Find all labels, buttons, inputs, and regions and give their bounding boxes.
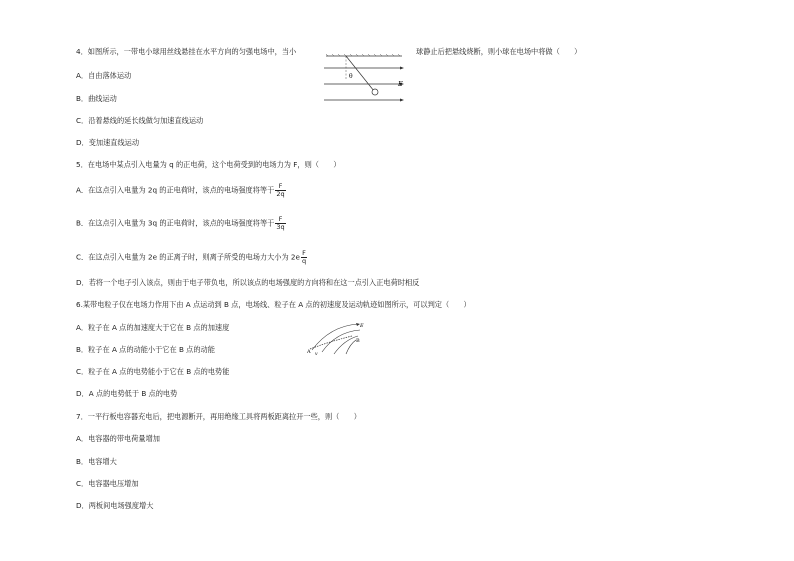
- q7-option-d: D．两板间电场强度增大: [76, 501, 154, 510]
- q5-a-numerator: F: [275, 183, 285, 191]
- q7-option-c: C．电容器电压增加: [76, 479, 139, 488]
- q5-c-numerator: F: [302, 249, 306, 257]
- q4-option-d: D．变加速直线运动: [76, 138, 140, 147]
- q5-a-denominator: 2q: [276, 190, 285, 198]
- q4-stem-part2: 球静止后把悬线烧断，则小球在电场中将做（ ）: [416, 47, 582, 56]
- q4-option-c: C．沿着悬线的延长线做匀加速直线运动: [76, 116, 204, 125]
- q5-option-a: [76, 183, 286, 198]
- q5-b-numerator: F: [275, 216, 285, 224]
- q4-field-label: E: [398, 80, 403, 88]
- q5-option-a-text: A．在这点引入电量为 2q 的正电荷时，该点的电场强度将等于: [76, 185, 275, 195]
- q6-label-e: E: [360, 323, 364, 329]
- q4-theta-label: θ: [349, 73, 353, 80]
- q5-option-c-text: C．在这点引入电量为 2e 的正离子时，则离子所受的电场力大小为 2e: [76, 252, 300, 262]
- q4-option-a: A．自由落体运动: [76, 71, 132, 80]
- q6-label-b: B: [356, 338, 360, 344]
- q5-option-c-fraction: [301, 250, 307, 265]
- q4-option-b: B．曲线运动: [76, 94, 117, 103]
- q6-label-a: A: [307, 349, 311, 355]
- q6-option-c: C．粒子在 A 点的电势能小于它在 B 点的电势能: [76, 367, 230, 376]
- q5-option-b: [76, 216, 286, 231]
- q7-stem: 7．一平行板电容器充电后，把电源断开，再用绝缘工具将两板距离拉开一些，则（ ）: [76, 412, 361, 421]
- q5-option-b-text: B．在这点引入电量为 3q 的正电荷时，该点的电场强度将等于: [76, 218, 275, 228]
- q5-stem: 5．在电场中某点引入电量为 q 的正电荷，这个电荷受到的电场力为 F，则（ ）: [76, 160, 341, 169]
- q6-option-a: A．粒子在 A 点的加速度大于它在 B 点的加速度: [76, 323, 230, 332]
- q6-label-v: v: [315, 352, 318, 356]
- q6-option-b: B．粒子在 A 点的动能小于它在 B 点的动能: [76, 345, 215, 354]
- q6-stem: 6.某带电粒子仅在电场力作用下由 A 点运动到 B 点，电场线、粒子在 A 点的初速度及运动轨迹如图所示，可以判定（ ）: [76, 300, 471, 309]
- q5-option-a-fraction: [275, 183, 285, 198]
- q5-c-denominator: q: [301, 257, 307, 265]
- q7-option-b: B．电容增大: [76, 457, 117, 466]
- q6-figure: [306, 320, 366, 356]
- q6-option-d: D．A 点的电势低于 B 点的电势: [76, 389, 178, 398]
- q4-stem-part1: 4．如图所示，一带电小球用丝线悬挂在水平方向的匀强电场中，当小: [76, 47, 297, 56]
- q5-option-b-fraction: [275, 216, 285, 231]
- q4-figure: [320, 54, 410, 106]
- q7-option-a: A．电容器的带电荷量增加: [76, 434, 160, 443]
- q5-option-c: [76, 250, 307, 265]
- q5-b-denominator: 3q: [276, 223, 285, 231]
- q5-option-d: D．若将一个电子引入该点，则由于电子带负电，所以该点的电场强度的方向将和在这一点引入正电荷时相反: [76, 278, 420, 287]
